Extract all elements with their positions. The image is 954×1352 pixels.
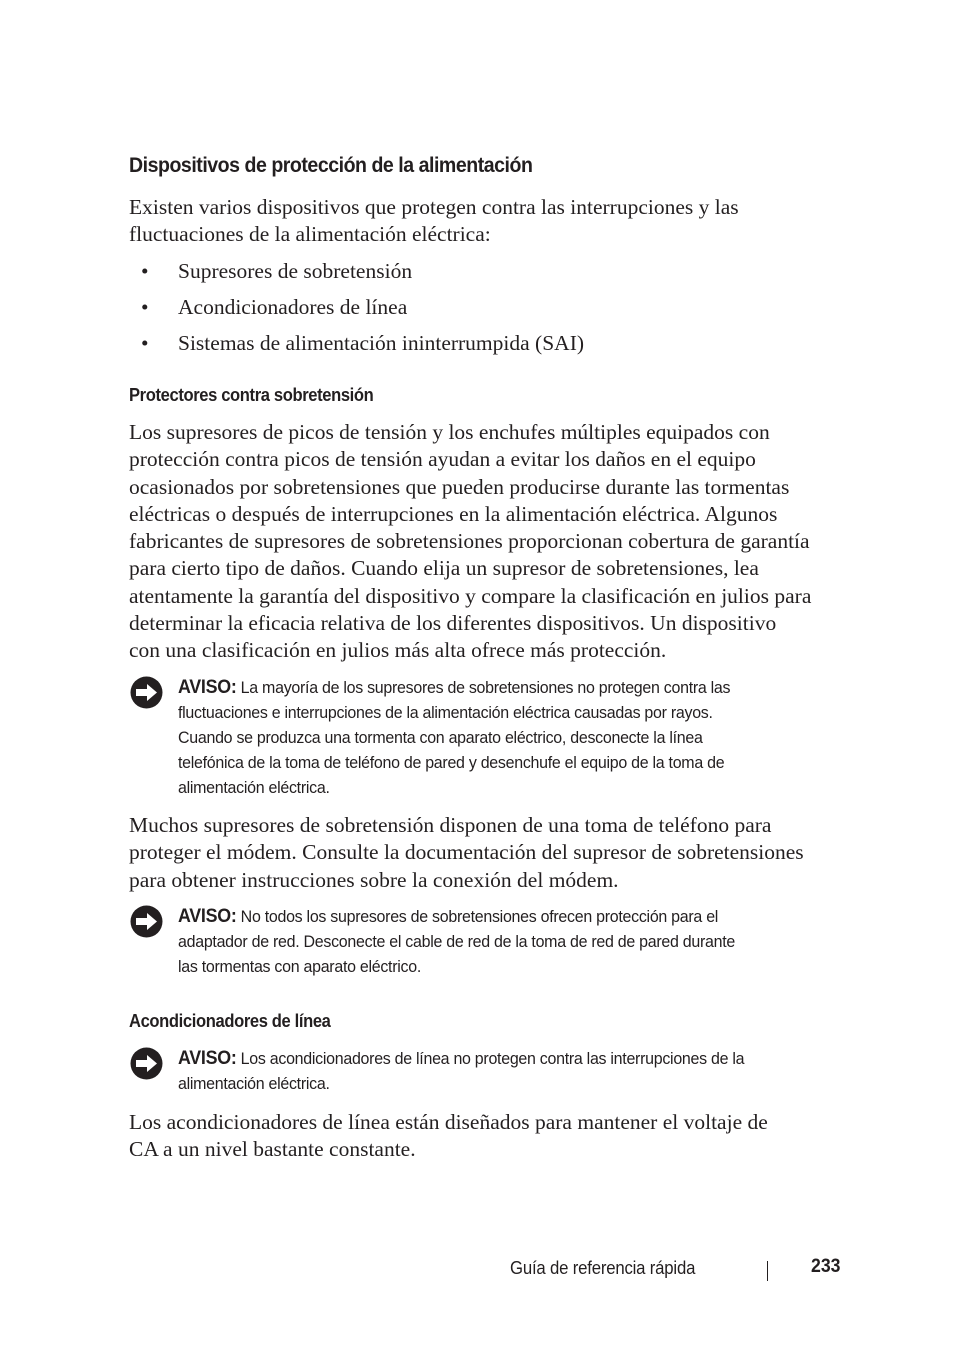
- text-line: proteger el módem. Consulte la documentación del supresor de sobretensiones: [129, 840, 804, 865]
- modem-paragraph: [129, 812, 859, 894]
- list-item-text: Sistemas de alimentación ininterrumpida (SAI): [178, 331, 585, 355]
- notice-arrow-icon: [129, 1046, 164, 1081]
- list-item-text: Acondicionadores de línea: [178, 295, 408, 319]
- text-line: Los acondicionadores de línea están diseñados para mantener el voltaje de: [129, 1110, 768, 1134]
- text-line: protección contra picos de tensión ayudan a evitar los daños en el equipo: [129, 447, 756, 472]
- list-item: [129, 292, 584, 328]
- text-line: con una clasificación en julios más alta ofrece más protección.: [129, 638, 667, 663]
- notice-line: las tormentas con aparato eléctrico.: [178, 957, 422, 976]
- text-line: ocasionados por sobretensiones que pueden producirse durante las tormentas: [129, 474, 790, 499]
- notice-arrow-icon: [129, 904, 164, 939]
- notice-text: [178, 675, 730, 800]
- subsection-heading-conditioners: Acondicionadores de línea: [129, 1011, 331, 1031]
- notice-line: [178, 1046, 744, 1071]
- intro-paragraph: [129, 194, 859, 249]
- notice-line: [178, 675, 730, 700]
- text-line: Muchos supresores de sobretensión disponen de una toma de teléfono para: [129, 813, 772, 837]
- text-line: para cierto tipo de daños. Cuando elija un supresor de sobretensiones, lea: [129, 556, 759, 581]
- notice-label: AVISO:: [178, 906, 237, 927]
- list-item: [129, 328, 584, 364]
- footer-title: Guía de referencia rápida: [510, 1258, 696, 1278]
- list-item: [129, 256, 584, 292]
- notice-line-text: No todos los supresores de sobretensiones ofrecen protección para el: [240, 907, 719, 926]
- text-line: determinar la eficacia relativa de los diferentes dispositivos. Un dispositivo: [129, 611, 777, 636]
- notice-line: fluctuaciones e interrupciones de la alimentación eléctrica causadas por rayos.: [178, 703, 713, 722]
- footer-divider: [767, 1261, 768, 1281]
- text-line: CA a un nivel bastante constante.: [129, 1137, 416, 1162]
- notice-line-text: La mayoría de los supresores de sobretensiones no protegen contra las: [240, 678, 731, 697]
- text-line: fluctuaciones de la alimentación eléctrica:: [129, 222, 491, 247]
- list-item-text: Supresores de sobretensión: [178, 259, 413, 283]
- section-heading: Dispositivos de protección de la alimentación: [129, 154, 533, 177]
- text-line: para obtener instrucciones sobre la conexión del módem.: [129, 867, 619, 892]
- notice-line: adaptador de red. Desconecte el cable de red de la toma de red de pared durante: [178, 932, 735, 951]
- notice-line: [178, 904, 735, 929]
- notice-arrow-icon: [129, 675, 164, 710]
- notice-line-text: Los acondicionadores de línea no protegen contra las interrupciones de la: [240, 1049, 745, 1068]
- page-number: 233: [811, 1256, 841, 1277]
- notice-line: alimentación eléctrica.: [178, 1074, 330, 1093]
- text-line: eléctricas o después de interrupciones en la alimentación eléctrica. Algunos: [129, 501, 778, 526]
- notice-label: AVISO:: [178, 677, 237, 698]
- notice-line: telefónica de la toma de teléfono de pared y desenchufe el equipo de la toma de: [178, 753, 725, 772]
- notice-line: Cuando se produzca una tormenta con aparato eléctrico, desconecte la línea: [178, 728, 703, 747]
- text-line: atentamente la garantía del dispositivo y compare la clasificación en julios para: [129, 583, 812, 608]
- bullet-icon: •: [141, 331, 149, 355]
- bullet-icon: •: [141, 295, 149, 319]
- notice-text: [178, 1046, 744, 1096]
- surge-paragraph: [129, 419, 859, 665]
- notice-text: [178, 904, 735, 979]
- conditioners-paragraph: [129, 1109, 859, 1164]
- device-list: [129, 256, 584, 364]
- text-line: Existen varios dispositivos que protegen contra las interrupciones y las: [129, 195, 739, 219]
- text-line: Los supresores de picos de tensión y los enchufes múltiples equipados con: [129, 420, 770, 444]
- notice-label: AVISO:: [178, 1048, 237, 1069]
- text-line: fabricantes de supresores de sobretensiones proporcionan cobertura de garantía: [129, 529, 810, 554]
- bullet-icon: •: [141, 259, 149, 283]
- notice-line: alimentación eléctrica.: [178, 778, 330, 797]
- subsection-heading-surge: Protectores contra sobretensión: [129, 385, 374, 405]
